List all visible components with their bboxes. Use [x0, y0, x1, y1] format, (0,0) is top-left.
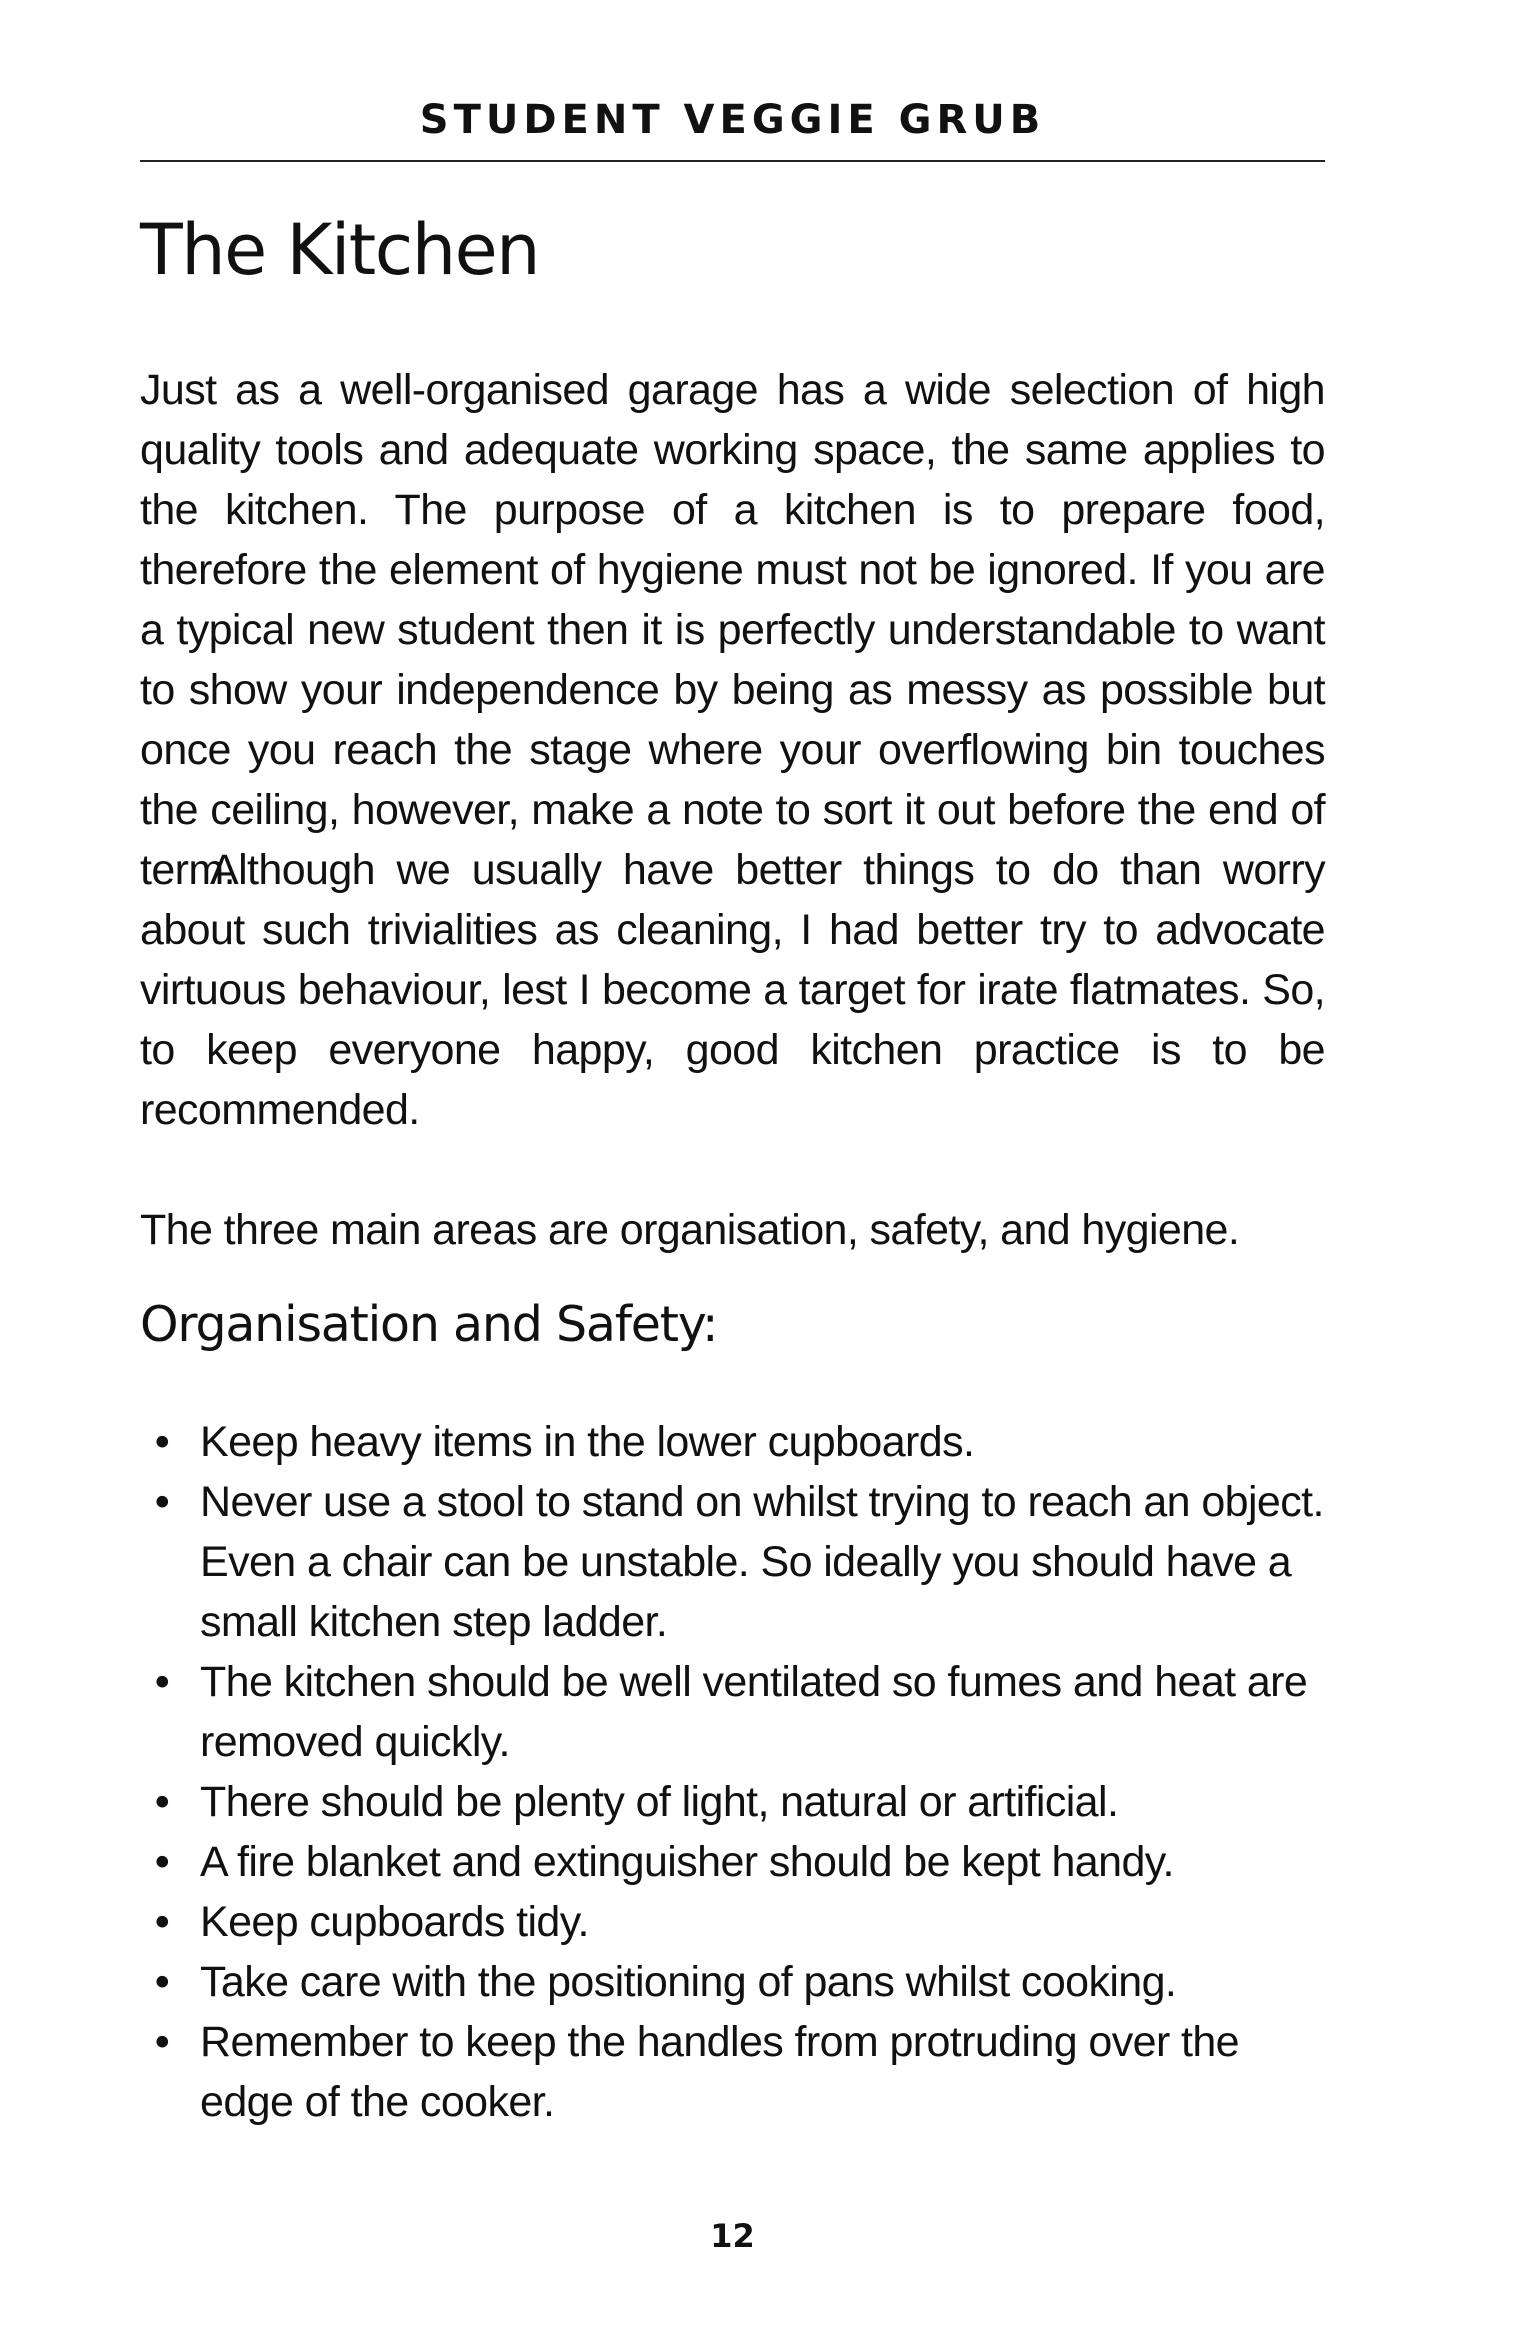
- bullet-icon: •: [154, 1658, 170, 1706]
- paragraph-intro: Just as a well-organised garage has a wide selection of high quality tools and adequate working space, the same applies to the kitchen. The purpose of a kitchen is to prepare food, therefore the element of hygiene must not be ignored. If you are a typical new student then it is perfectly understandable to want to show your independence by being as messy as possible but once you reach the stage where your overflowing bin touches the ceiling, however, make a note to sort it out before the end of term.: [140, 366, 1325, 894]
- list-item-text: Take care with the positioning of pans whilst cooking.: [200, 1958, 1177, 2006]
- section-heading: Organisation and Safety:: [140, 1296, 718, 1353]
- list-item-text: There should be plenty of light, natural or artificial.: [200, 1778, 1119, 1826]
- list-item: [140, 1952, 1330, 2012]
- list-item-text: Remember to keep the handles from protruding over the edge of the cooker.: [200, 2018, 1240, 2126]
- list-item-text: Keep heavy items in the lower cupboards.: [200, 1418, 975, 1466]
- chapter-title: The Kitchen: [140, 209, 540, 291]
- bullet-icon: •: [154, 1838, 170, 1886]
- bullet-icon: •: [154, 1898, 170, 1946]
- page-number: 12: [710, 2217, 755, 2255]
- bullet-icon: •: [154, 1958, 170, 2006]
- bullet-icon: •: [154, 1478, 170, 1526]
- bullet-icon: •: [154, 2018, 170, 2066]
- list-item-text: A fire blanket and extinguisher should be kept handy.: [200, 1838, 1174, 1886]
- list-item: [140, 1892, 1330, 1952]
- paragraph-cleaning: Although we usually have better things to do than worry about such trivialities as cleaning, I had better try to advocate virtuous behaviour, lest I become a target for irate flatmates. So, to keep everyone happy, good kitchen practice is to be recommended.: [140, 846, 1325, 1134]
- list-item: [140, 1772, 1330, 1832]
- list-item: [140, 1832, 1330, 1892]
- header-rule: [140, 160, 1325, 162]
- safety-list: [140, 1412, 1330, 2132]
- list-item: [140, 1412, 1330, 1472]
- running-header: STUDENT VEGGIE GRUB: [419, 97, 1046, 143]
- list-item-text: Never use a stool to stand on whilst trying to reach an object. Even a chair can be unstable. So ideally you should have a small kitchen step ladder.: [200, 1478, 1324, 1646]
- list-item-text: Keep cupboards tidy.: [200, 1898, 589, 1946]
- list-item: [140, 1472, 1330, 1652]
- list-item: [140, 1652, 1330, 1772]
- list-item-text: The kitchen should be well ventilated so fumes and heat are removed quickly.: [200, 1658, 1308, 1766]
- bullet-icon: •: [154, 1418, 170, 1466]
- list-item: [140, 2012, 1330, 2132]
- paragraph-main-areas: The three main areas are organisation, safety, and hygiene.: [140, 1206, 1240, 1254]
- bullet-icon: •: [154, 1778, 170, 1826]
